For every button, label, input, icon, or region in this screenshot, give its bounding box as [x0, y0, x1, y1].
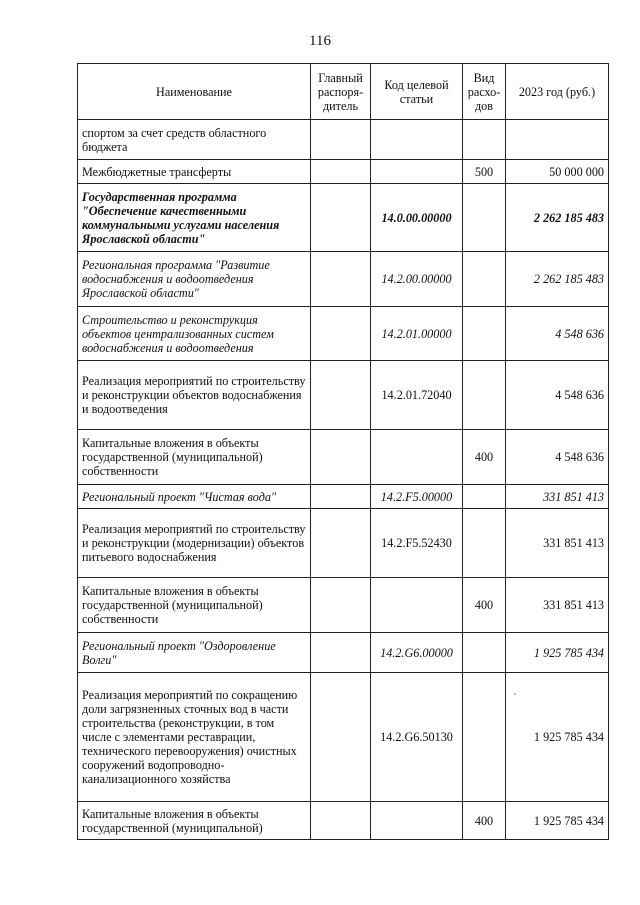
- row-glav: [311, 430, 371, 485]
- row-sum: 4 548 636: [506, 361, 609, 430]
- row-vid: [463, 485, 506, 509]
- row-name: Реализация мероприятий по строительству и реконструкции объектов водоснабжения и водоотведения: [78, 361, 311, 430]
- table-header-row: [78, 64, 609, 120]
- row-vid: [463, 307, 506, 361]
- table-row: [78, 430, 609, 485]
- row-vid: [463, 673, 506, 802]
- row-glav: [311, 307, 371, 361]
- row-name: спортом за счет средств областного бюджета: [78, 120, 311, 160]
- row-glav: [311, 802, 371, 840]
- row-glav: [311, 673, 371, 802]
- row-name: Капитальные вложения в объекты государственной (муниципальной): [78, 802, 311, 840]
- row-code: 14.2.G6.50130: [371, 673, 463, 802]
- row-vid: [463, 120, 506, 160]
- header-sum: 2023 год (руб.): [506, 64, 609, 120]
- row-code: 14.2.00.00000: [371, 252, 463, 307]
- row-sum: 1 925 785 434: [506, 802, 609, 840]
- row-name: Капитальные вложения в объекты государственной (муниципальной) собственности: [78, 578, 311, 633]
- table-row: [78, 361, 609, 430]
- table-row: [78, 509, 609, 578]
- row-code: 14.2.01.72040: [371, 361, 463, 430]
- row-glav: [311, 485, 371, 509]
- header-name: Наименование: [78, 64, 311, 120]
- row-glav: [311, 633, 371, 673]
- row-sum: 331 851 413: [506, 485, 609, 509]
- row-name: Региональная программа "Развитие водоснабжения и водоотведения Ярославской области": [78, 252, 311, 307]
- row-code: 14.2.F5.52430: [371, 509, 463, 578]
- row-glav: [311, 509, 371, 578]
- row-code: [371, 120, 463, 160]
- row-vid: [463, 509, 506, 578]
- row-vid: 400: [463, 578, 506, 633]
- row-glav: [311, 184, 371, 252]
- row-sum: 1 925 785 434: [506, 673, 609, 802]
- row-glav: [311, 252, 371, 307]
- row-glav: [311, 361, 371, 430]
- header-glav: Главный распоря-дитель: [311, 64, 371, 120]
- row-name: Строительство и реконструкция объектов централизованных систем водоснабжения и водоотведения: [78, 307, 311, 361]
- scan-speck: [514, 693, 516, 695]
- row-name: Межбюджетные трансферты: [78, 160, 311, 184]
- row-code: 14.0.00.00000: [371, 184, 463, 252]
- row-vid: [463, 361, 506, 430]
- table-row: [78, 802, 609, 840]
- row-vid: 400: [463, 430, 506, 485]
- row-sum: 50 000 000: [506, 160, 609, 184]
- row-code: [371, 430, 463, 485]
- row-code: 14.2.01.00000: [371, 307, 463, 361]
- table-row: [78, 673, 609, 802]
- row-sum: 1 925 785 434: [506, 633, 609, 673]
- row-code: [371, 578, 463, 633]
- table-row: [78, 252, 609, 307]
- row-vid: [463, 633, 506, 673]
- row-name: Региональный проект "Чистая вода": [78, 485, 311, 509]
- row-sum: 331 851 413: [506, 578, 609, 633]
- table-row: [78, 633, 609, 673]
- row-name: Капитальные вложения в объекты государственной (муниципальной) собственности: [78, 430, 311, 485]
- row-sum: [506, 120, 609, 160]
- row-name: Региональный проект "Оздоровление Волги": [78, 633, 311, 673]
- row-glav: [311, 578, 371, 633]
- row-code: [371, 160, 463, 184]
- header-vid: Вид расхо-дов: [463, 64, 506, 120]
- row-code: 14.2.F5.00000: [371, 485, 463, 509]
- row-vid: 400: [463, 802, 506, 840]
- table-row: [78, 184, 609, 252]
- row-name: Реализация мероприятий по сокращению доли загрязненных сточных вод в части строительства (реконструкции, в том числе с элементами реставрации, технического перевооружения) очистных сооружений водопроводно-канализационного хозяйства: [78, 673, 311, 802]
- row-sum: 331 851 413: [506, 509, 609, 578]
- row-sum: 2 262 185 483: [506, 184, 609, 252]
- table-row: [78, 307, 609, 361]
- row-vid: [463, 252, 506, 307]
- row-sum: 4 548 636: [506, 430, 609, 485]
- row-vid: [463, 184, 506, 252]
- table-row: [78, 578, 609, 633]
- budget-table: [77, 63, 609, 840]
- page-number: 116: [309, 33, 331, 49]
- row-sum: 4 548 636: [506, 307, 609, 361]
- row-code: 14.2.G6.00000: [371, 633, 463, 673]
- row-sum: 2 262 185 483: [506, 252, 609, 307]
- table-row: [78, 485, 609, 509]
- table-row: [78, 160, 609, 184]
- row-glav: [311, 160, 371, 184]
- row-name: Государственная программа "Обеспечение качественными коммунальными услугами населения Ярославской области": [78, 184, 311, 252]
- row-code: [371, 802, 463, 840]
- table-row: [78, 120, 609, 160]
- row-glav: [311, 120, 371, 160]
- row-name: Реализация мероприятий по строительству и реконструкции (модернизации) объектов питьевого водоснабжения: [78, 509, 311, 578]
- header-code: Код целевой статьи: [371, 64, 463, 120]
- row-vid: 500: [463, 160, 506, 184]
